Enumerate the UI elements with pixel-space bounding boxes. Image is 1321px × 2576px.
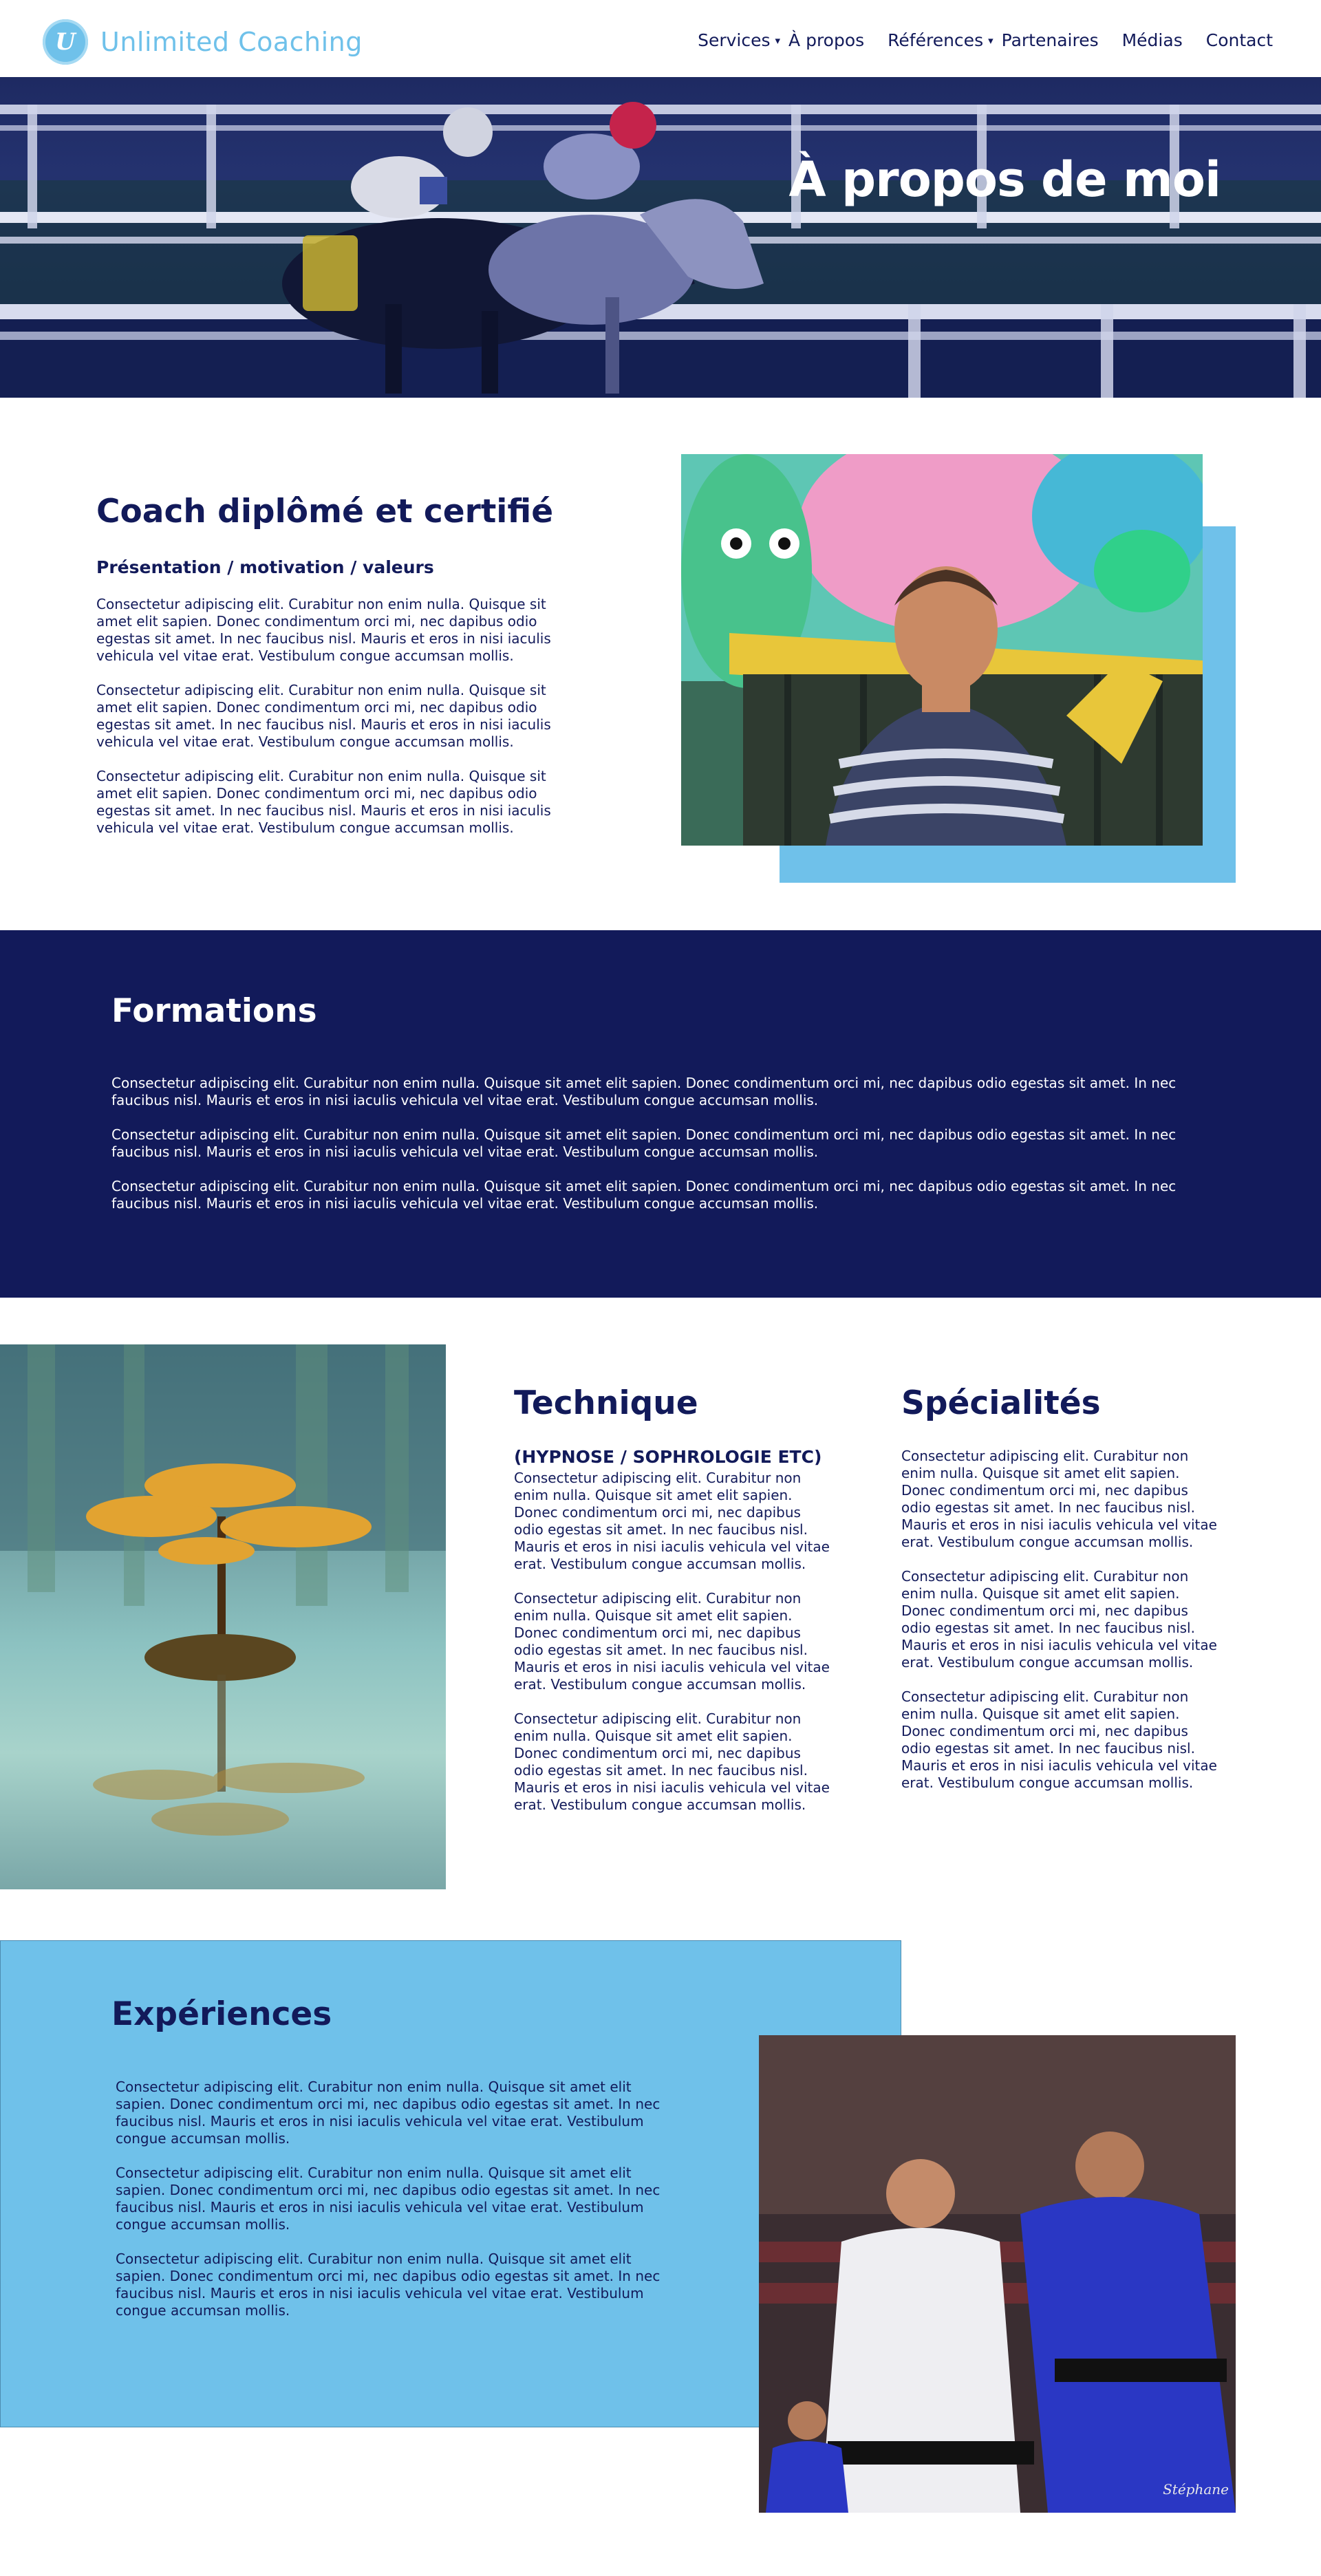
experiences-text-block — [116, 2079, 666, 2337]
coach-subheading: Présentation / motivation / valeurs — [96, 557, 434, 577]
paragraph: Consectetur adipiscing elit. Curabitur non enim nulla. Quisque sit amet elit sapien. Donec condimentum orci mi, nec dapibus odio egestas sit amet. In nec faucibus nisl. Mauris et eros in nisi iaculis vehicula vel vitae erat. Vestibulum congue accumsan mollis. — [901, 1448, 1217, 1550]
logo-monogram: U — [55, 28, 76, 56]
photo-signature: Stéphane — [1163, 2481, 1229, 2498]
technique-subheading: (HYPNOSE / SOPHROLOGIE ETC) — [514, 1447, 822, 1467]
coach-heading: Coach diplômé et certifié — [96, 493, 554, 530]
paragraph: Consectetur adipiscing elit. Curabitur non enim nulla. Quisque sit amet elit sapien. Donec condimentum orci mi, nec dapibus odio egestas sit amet. In nec faucibus nisl. Mauris et eros in nisi iaculis vehicula vel vitae erat. Vestibulum congue accumsan mollis. — [514, 1710, 830, 1813]
tree-lake-image — [0, 1344, 446, 1889]
chevron-down-icon: ▾ — [775, 34, 781, 47]
nav-label: Médias — [1121, 30, 1183, 50]
formations-heading: Formations — [111, 992, 317, 1030]
nav-item-partenaires[interactable] — [1002, 30, 1099, 50]
nav-label: Partenaires — [1001, 30, 1099, 50]
formations-section — [0, 930, 1321, 1298]
site-header — [0, 0, 1321, 77]
nav-item-contact[interactable] — [1206, 30, 1273, 50]
technique-heading: Technique — [514, 1384, 698, 1422]
nav-item-a-propos[interactable] — [788, 30, 864, 50]
coaching-logo-icon — [43, 19, 88, 65]
tree-lake-graphic — [0, 1344, 446, 1889]
paragraph: Consectetur adipiscing elit. Curabitur non enim nulla. Quisque sit amet elit sapien. Donec condimentum orci mi, nec dapibus odio egestas sit amet. In nec faucibus nisl. Mauris et eros in nisi iaculis vehicula vel vitae erat. Vestibulum congue accumsan mollis. — [514, 1590, 830, 1693]
paragraph: Consectetur adipiscing elit. Curabitur non enim nulla. Quisque sit amet elit sapien. Donec condimentum orci mi, nec dapibus odio egestas sit amet. In nec faucibus nisl. Mauris et eros in nisi iaculis vehicula vel vitae erat. Vestibulum congue accumsan mollis. — [901, 1688, 1217, 1791]
nav-item-references[interactable] — [888, 30, 993, 50]
coach-text-block — [96, 596, 578, 854]
formations-text-block — [111, 1075, 1212, 1230]
paragraph: Consectetur adipiscing elit. Curabitur non enim nulla. Quisque sit amet elit sapien. Donec condimentum orci mi, nec dapibus odio egestas sit amet. In nec faucibus nisl. Mauris et eros in nisi iaculis vehicula vel vitae erat. Vestibulum congue accumsan mollis. — [514, 1470, 830, 1572]
paragraph: Consectetur adipiscing elit. Curabitur non enim nulla. Quisque sit amet elit sapien. Donec condimentum orci mi, nec dapibus odio egestas sit amet. In nec faucibus nisl. Mauris et eros in nisi iaculis vehicula vel vitae erat. Vestibulum congue accumsan mollis. — [96, 596, 551, 664]
specialites-heading: Spécialités — [901, 1384, 1101, 1422]
paragraph: Consectetur adipiscing elit. Curabitur non enim nulla. Quisque sit amet elit sapien. Donec condimentum orci mi, nec dapibus odio egestas sit amet. In nec faucibus nisl. Mauris et eros in nisi iaculis vehicula vel vitae erat. Vestibulum congue accumsan mollis. — [111, 1126, 1177, 1160]
paragraph: Consectetur adipiscing elit. Curabitur non enim nulla. Quisque sit amet elit sapien. Donec condimentum orci mi, nec dapibus odio egestas sit amet. In nec faucibus nisl. Mauris et eros in nisi iaculis vehicula vel vitae erat. Vestibulum congue accumsan mollis. — [116, 2165, 660, 2233]
experiences-heading: Expériences — [111, 1995, 332, 2033]
judo-match-graphic — [759, 2035, 1236, 2513]
nav-label: À propos — [788, 30, 865, 50]
paragraph: Consectetur adipiscing elit. Curabitur non enim nulla. Quisque sit amet elit sapien. Donec condimentum orci mi, nec dapibus odio egestas sit amet. In nec faucibus nisl. Mauris et eros in nisi iaculis vehicula vel vitae erat. Vestibulum congue accumsan mollis. — [96, 682, 551, 750]
nav-label: Références — [888, 30, 984, 50]
paragraph: Consectetur adipiscing elit. Curabitur non enim nulla. Quisque sit amet elit sapien. Donec condimentum orci mi, nec dapibus odio egestas sit amet. In nec faucibus nisl. Mauris et eros in nisi iaculis vehicula vel vitae erat. Vestibulum congue accumsan mollis. — [901, 1568, 1217, 1671]
paragraph: Consectetur adipiscing elit. Curabitur non enim nulla. Quisque sit amet elit sapien. Donec condimentum orci mi, nec dapibus odio egestas sit amet. In nec faucibus nisl. Mauris et eros in nisi iaculis vehicula vel vitae erat. Vestibulum congue accumsan mollis. — [116, 2251, 660, 2319]
nav-label: Services — [698, 30, 771, 50]
paragraph: Consectetur adipiscing elit. Curabitur non enim nulla. Quisque sit amet elit sapien. Donec condimentum orci mi, nec dapibus odio egestas sit amet. In nec faucibus nisl. Mauris et eros in nisi iaculis vehicula vel vitae erat. Vestibulum congue accumsan mollis. — [111, 1178, 1177, 1212]
coach-portrait-image — [681, 454, 1203, 846]
nav-item-medias[interactable] — [1122, 30, 1183, 50]
coach-portrait-graphic — [681, 454, 1203, 846]
paragraph: Consectetur adipiscing elit. Curabitur non enim nulla. Quisque sit amet elit sapien. Donec condimentum orci mi, nec dapibus odio egestas sit amet. In nec faucibus nisl. Mauris et eros in nisi iaculis vehicula vel vitae erat. Vestibulum congue accumsan mollis. — [111, 1075, 1177, 1108]
horse-race-image — [0, 77, 1321, 398]
page-title: À propos de moi — [788, 151, 1221, 208]
brand-logo-link[interactable] — [43, 19, 363, 65]
brand-name: Unlimited Coaching — [100, 27, 363, 57]
nav-item-services[interactable] — [698, 30, 780, 50]
specialites-text-block — [901, 1448, 1218, 1809]
paragraph: Consectetur adipiscing elit. Curabitur non enim nulla. Quisque sit amet elit sapien. Donec condimentum orci mi, nec dapibus odio egestas sit amet. In nec faucibus nisl. Mauris et eros in nisi iaculis vehicula vel vitae erat. Vestibulum congue accumsan mollis. — [96, 768, 551, 836]
nav-label: Contact — [1205, 30, 1273, 50]
paragraph: Consectetur adipiscing elit. Curabitur non enim nulla. Quisque sit amet elit sapien. Donec condimentum orci mi, nec dapibus odio egestas sit amet. In nec faucibus nisl. Mauris et eros in nisi iaculis vehicula vel vitae erat. Vestibulum congue accumsan mollis. — [116, 2079, 660, 2147]
technique-text-block — [514, 1470, 830, 1831]
judo-match-image — [759, 2035, 1236, 2513]
chevron-down-icon: ▾ — [988, 34, 994, 47]
main-nav — [674, 30, 1273, 50]
hero-banner — [0, 77, 1321, 398]
